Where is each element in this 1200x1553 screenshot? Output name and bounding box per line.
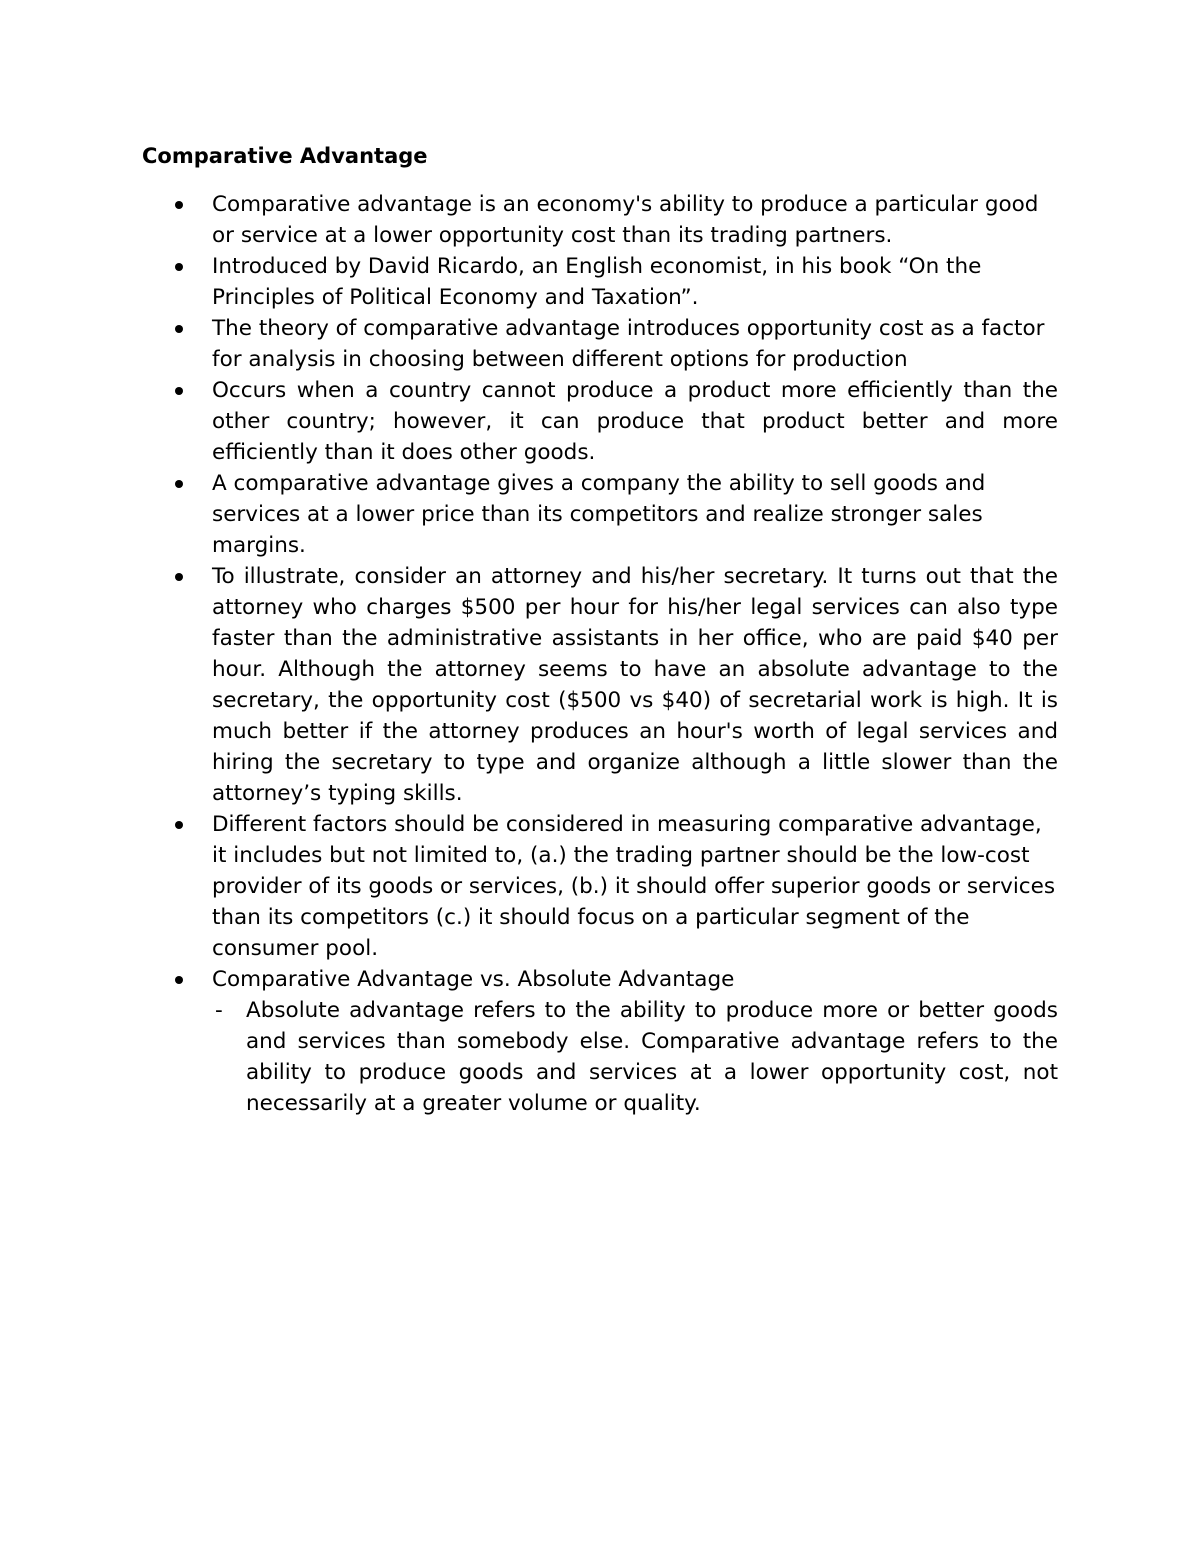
bullet-text: Different factors should be considered in measuring comparative advantage, it includes but not limited to, (a.) the trading partner should be the low-cost provider of its goods or services, (b.) it should offer superior goods or services than its competitors (c.) it should focus on a particular segment of the consumer pool.: [212, 812, 1056, 961]
sub-list-item: [212, 995, 1058, 1119]
bullet-list: [142, 189, 1058, 1119]
bullet-text: Introduced by David Ricardo, an English economist, in his book “On the Principles of Political Economy and Taxation”.: [212, 254, 982, 310]
sub-bullet-text: Absolute advantage refers to the ability to produce more or better goods and services than somebody else. Comparative advantage refers to the ability to produce goods and services at a lower opportunity cost, not necessarily at a greater volume or quality.: [246, 998, 1058, 1116]
bullet-icon: [175, 573, 183, 581]
sub-list: [212, 995, 1058, 1119]
document-title: Comparative Advantage: [142, 144, 428, 168]
bullet-icon: [175, 821, 183, 829]
list-item: [142, 375, 1058, 468]
bullet-text: Comparative Advantage vs. Absolute Advantage: [212, 967, 735, 992]
bullet-icon: [175, 263, 183, 271]
bullet-icon: [175, 387, 183, 395]
bullet-text: Comparative advantage is an economy's ability to produce a particular good or service at a lower opportunity cost than its trading partners.: [212, 192, 1039, 248]
bullet-icon: [175, 201, 183, 209]
bullet-icon: [175, 325, 183, 333]
list-item: [142, 809, 1058, 964]
list-item: [142, 251, 1058, 313]
list-item: [142, 561, 1058, 809]
dash-bullet-icon: -: [215, 998, 223, 1023]
bullet-text: To illustrate, consider an attorney and his/her secretary. It turns out that the attorney who charges $500 per hour for his/her legal services can also type faster than the administrative assistants in her office, who are paid $40 per hour. Although the attorney seems to have an absolute advantage to the secretary, the opportunity cost ($500 vs $40) of secretarial work is high. It is much better if the attorney produces an hour's worth of legal services and hiring the secretary to type and organize although a little slower than the attorney’s typing skills.: [212, 564, 1058, 806]
bullet-text: The theory of comparative advantage introduces opportunity cost as a factor for analysis in choosing between different options for production: [212, 316, 1045, 372]
list-item: [142, 468, 1058, 561]
list-item: [142, 189, 1058, 251]
bullet-icon: [175, 976, 183, 984]
bullet-text: Occurs when a country cannot produce a product more efficiently than the other country; however, it can produce that product better and more efficiently than it does other goods.: [212, 378, 1058, 465]
list-item: [142, 313, 1058, 375]
bullet-icon: [175, 480, 183, 488]
bullet-text: A comparative advantage gives a company the ability to sell goods and services at a lower price than its competitors and realize stronger sales margins.: [212, 471, 986, 558]
list-item: [142, 964, 1058, 1119]
